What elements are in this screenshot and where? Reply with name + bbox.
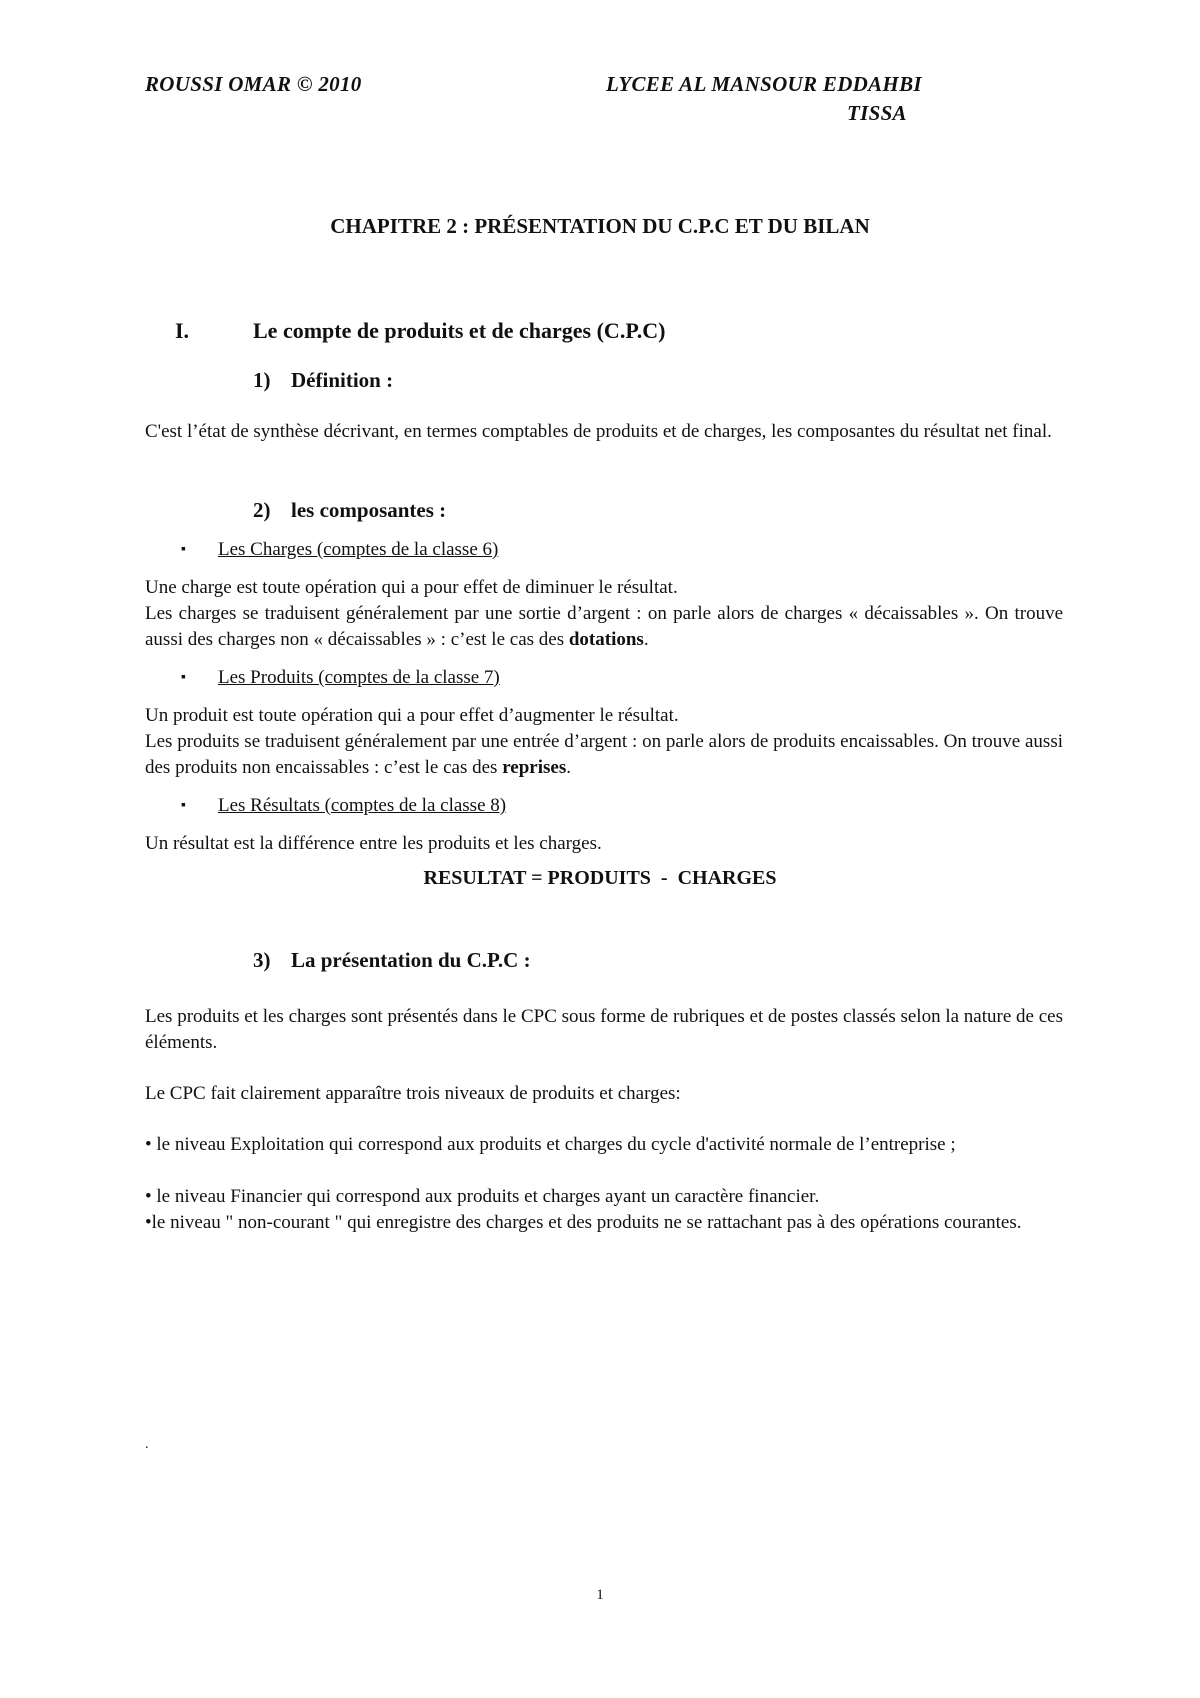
subheading-definition: [253, 368, 393, 393]
resultats-definition: Un résultat est la différence entre les produits et les charges.: [145, 833, 602, 854]
page-number: 1: [596, 1587, 604, 1603]
text-run: Les charges se traduisent généralement par une sortie d’argent : on parle alors de charges « décaissables ». On trouve aussi des charges non « décaissables » : c’est le cas des: [145, 603, 1063, 650]
presentation-paragraph: Les produits et les charges sont présentés dans le CPC sous forme de rubriques et de postes classés selon la nature de ces éléments.: [145, 1006, 1063, 1053]
subheading-title: La présentation du C.P.C :: [291, 948, 531, 972]
section-number: I.: [175, 318, 190, 343]
bullet-marker: ▪: [181, 798, 186, 813]
text-run: .: [643, 629, 649, 650]
charges-explanation: [145, 601, 1063, 653]
subheading-title: Définition :: [291, 368, 394, 392]
resultats-label: Les Résultats (comptes de la classe 8): [218, 795, 507, 816]
charges-label: Les Charges (comptes de la classe 6): [218, 539, 499, 560]
subheading-number: 3): [253, 948, 271, 972]
result-formula: RESULTAT = PRODUITS - CHARGES: [423, 867, 777, 889]
subheading-title: les composantes :: [291, 498, 447, 522]
section-title: Le compte de produits et de charges (C.P.C): [253, 318, 666, 343]
stray-dot: .: [145, 1437, 149, 1452]
header-author: ROUSSI OMAR © 2010: [145, 72, 362, 96]
chapter-title: CHAPITRE 2 : PRÉSENTATION DU C.P.C ET DU BILAN: [330, 214, 870, 238]
niveau-exploitation: • le niveau Exploitation qui correspond aux produits et charges du cycle d'activité normale de l’entreprise ;: [145, 1134, 956, 1155]
niveau-financier: • le niveau Financier qui correspond aux produits et charges ayant un caractère financier.: [145, 1186, 820, 1207]
text-run: .: [566, 757, 571, 778]
subheading-presentation: [253, 948, 531, 973]
produits-definition: Un produit est toute opération qui a pour effet d’augmenter le résultat.: [145, 705, 679, 726]
produits-explanation: [145, 729, 1063, 781]
bullet-marker: ▪: [181, 670, 186, 685]
produits-label: Les Produits (comptes de la classe 7): [218, 667, 500, 688]
header-school: LYCEE AL MANSOUR EDDAHBI: [606, 72, 922, 96]
bullet-marker: ▪: [181, 542, 186, 557]
charges-definition: Une charge est toute opération qui a pour effet de diminuer le résultat.: [145, 577, 678, 598]
definition-paragraph: C'est l’état de synthèse décrivant, en termes comptables de produits et de charges, les composantes du résultat net final.: [145, 421, 1052, 442]
niveau-non-courant: •le niveau " non-courant " qui enregistre des charges et des produits ne se rattachant pas à des opérations courantes.: [145, 1212, 1022, 1233]
keyword-reprises: reprises: [502, 757, 567, 778]
text-run: Les produits se traduisent généralement par une entrée d’argent : on parle alors de produits encaissables. On trouve aussi des produits non encaissables : c’est le cas des: [145, 731, 1063, 778]
header-city: TISSA: [847, 101, 907, 125]
subheading-number: 1): [253, 368, 271, 392]
niveaux-intro: Le CPC fait clairement apparaître trois niveaux de produits et charges:: [145, 1083, 681, 1104]
keyword-dotations: dotations: [568, 629, 644, 650]
subheading-number: 2): [253, 498, 271, 522]
subheading-composantes: [253, 498, 446, 523]
